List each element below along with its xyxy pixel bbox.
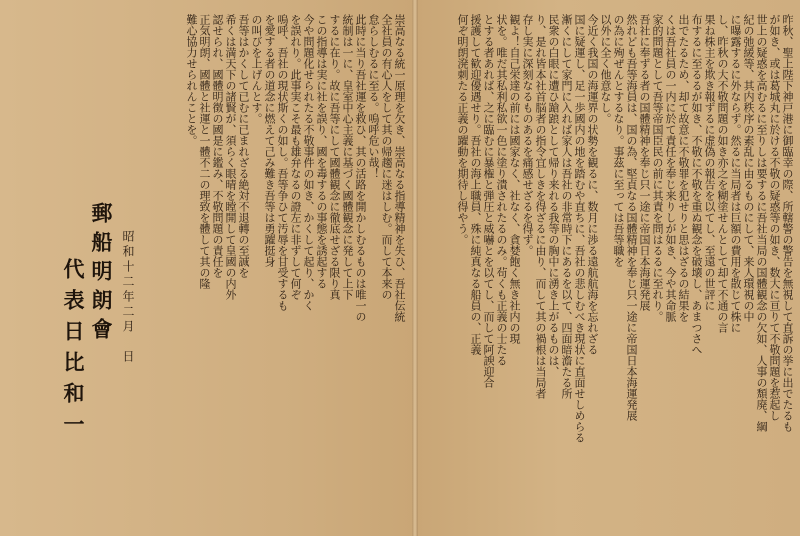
text-column: 紀の弛緩等、其内秩序の素乱に由るものにして、来人環視の中 [742,14,755,322]
text-column: 家的問題として吾等帝国臣民の前に其責を問はるるに至れり。 [651,14,664,322]
text-column: 漸くにして家門に入れば家人は吾社の非常時下にあるを以て、四面暗澹たる所 [560,14,573,399]
text-column: 民衆の白眼に遭ひ蹌踉として帰り来れる我等の胸中に湧き上がるものは、 [547,14,560,377]
text-column: 今近く我国の海運界の状勢を観るに、数月に渉る遠航航海を忘れざる [586,14,599,355]
text-column: が如き、或は葛城丸に於ける不敬の疑惑等の如き、数大に亘りて不敬問題を惹起し [768,14,781,421]
text-column: 然れども吾等海員は、国の為、堅貞なる国體精神を奉じ只一途に帝国日本海運発展 [625,14,638,421]
text-column: 吾等はかくして已むに已まれざる絶対不退轉の至誠を [237,14,250,278]
text-column: 認せられ、國體明徴の國是に鑑み、不敬問題の責任を [211,14,224,278]
signature-representative: 代表日比和一 [61,258,86,444]
text-column: 昨秋、聖上陛下神戸港に御臨幸の際、所轄警の警告を無視して直訴の挙に出でたるも [781,14,794,432]
text-column: 正気明朗、國體と社運と一體不二の理致を體して其の隆 [198,14,211,289]
text-column: 今や問題化せられたる不敬事件の如き、かくして起り、かく [302,14,315,311]
text-column: 此時に当り吾社運を救ひ、其の活路を開かしむるものは唯一の [354,14,367,322]
text-column: 希くは満天下の諸賢が、須らく眼晴を瞠開して皇國の内外 [224,14,237,300]
text-column: 国に疑運し、足一歩國内の地を踏むや直ちに、吾社の悲しむべき現状に直面せしめらる [573,14,586,443]
text-column: 布するに至るるが如き、不敬に不敬を重ぬ観念を破壊し、あまつさへ [690,14,703,355]
text-column: し、昨秋の大不敬問題の如き亦之を糊塗せんとして却て不通の言 [716,14,729,333]
text-column: に曝露するに外ならず。然るに当局者は巨額の費用を散じて株に [729,14,742,333]
text-column: の叫びを上げんとす。 [250,14,263,124]
text-column: 援護して歓迎優遇せり。吾社の海上職員、殊に純真なる船員の、正義 [469,14,482,355]
text-column: 観よ！自己栄達の前には國家なく、社なく、貪婪飽く無き社内の現 [508,14,521,344]
text-column: 統制は一に、皇室中心主義に基づく國體観念に発して上下 [341,14,354,300]
text-column: 以外に全く他意なし。 [599,14,612,124]
text-column: 吾社に奉ずる者の国體精神を奉じ只一途に帝国日本海運発展 [638,14,651,311]
text-column: この指導は実に社を誤り、國を毒するの事態を誘起する [315,14,328,289]
text-column: 状を。唯だ其私利私欲一色に塗り潰されたるのみ。茍くも正義の士たる [495,14,508,366]
text-column: 怠らしむるに至る。嗚呼危い哉！ [367,14,380,179]
text-column: 全社員の有心人をして其の帰趨に迷はしむ。而して本来の [380,14,393,300]
text-column: 存し実に深刻なるものあるを痛感せざるを得ず。 [521,14,534,256]
text-column: くは吾社員の一内に於て責任を奉じ来りしが如き、今や其命脈 [664,14,677,322]
text-column: を誤れり。此事実こそ最も雄弁なるの證左に非ずして何ぞ [289,14,302,300]
text-column: 嗚呼、吾社の現状斯くの如し。吾等争ひて汚辱を甘受するも [276,14,289,311]
text-column: 崇高なる統一原理を欠き、崇高なる指導精神を失ひ、吾社伝統 [393,14,406,322]
text-column: 何ぞ明朗溌刺たる正義の躍動を期待し得やう。 [456,14,469,245]
text-column: 出でたるため、却て故意に不敬罪を犯せりと思はざるの結果を [677,14,690,322]
page-fold [412,0,418,536]
document-date: 昭和十二年二月 日 [121,230,135,365]
text-column: とする者あれば、之に臨むに暴権と弾圧と威嚇とを以てし、而して阿諛迎合 [482,14,495,388]
text-column: 世上の疑惑を高むるに至りしは要するに吾社当局の国體観念の欠如、人事の頽廃、綱 [755,14,768,432]
text-column: 果ね株主を欺き報ずるに虚偽の報告を以てし、至遠の世評に [703,14,716,311]
text-column: り、是れ皆本社首脳者の指令宜しきを得ざるに由り、而して其の禍根は当局者 [534,14,547,399]
text-column: するに在り。故に吾等にして國體観念に徹底せざる限り真 [328,14,341,300]
text-column: を愛する者の道念に燃えて己み難き吾等は勇躍挺身 [263,14,276,267]
right-page-text [424,14,794,494]
text-column: の為に殉ぜんとするなり。事茲に至っては吾等職を [612,14,625,267]
signature-organization: 郵船明朗會 [89,202,114,347]
text-column: 難心協力せられんことを。 [185,14,198,146]
